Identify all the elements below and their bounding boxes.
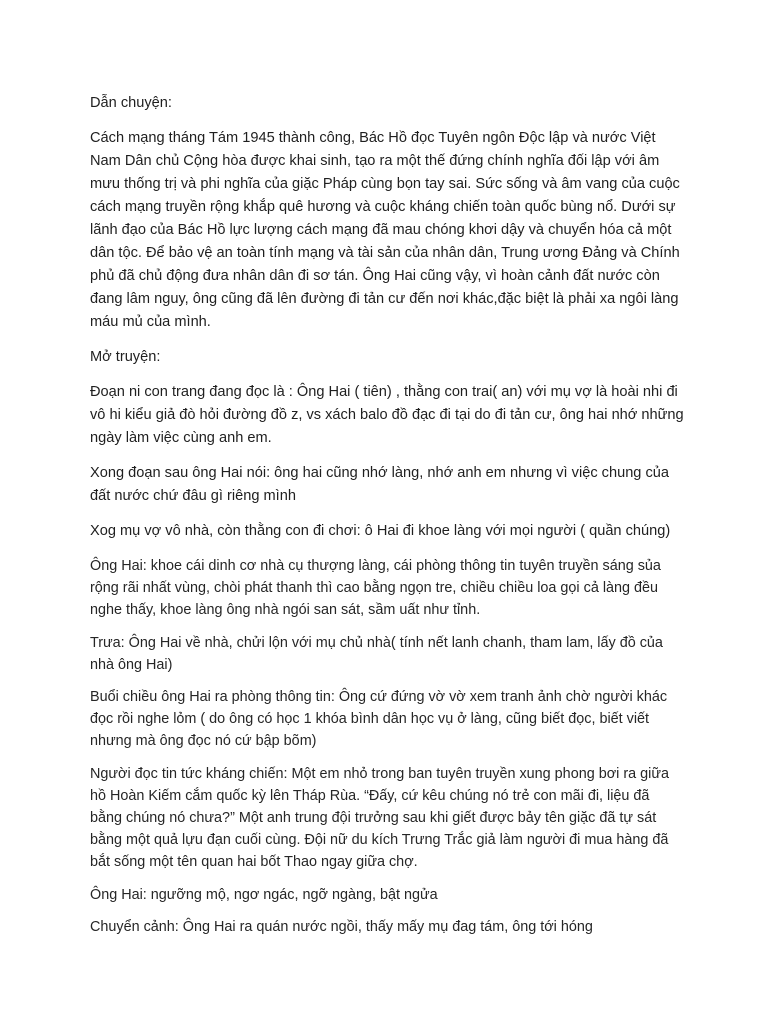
scene-paragraph-2: Trưa: Ông Hai về nhà, chửi lộn với mụ chủ nhà( tính nết lanh chanh, tham lam, lấy đồ của nhà ông Hai) (90, 634, 663, 673)
scene-paragraph-6: Chuyển cảnh: Ông Hai ra quán nước ngồi, thấy mấy mụ đag tám, ông tới hóng (90, 918, 593, 935)
document-page (90, 92, 685, 948)
opening-paragraph-2: Xong đoạn sau ông Hai nói: ông hai cũng nhớ làng, nhớ anh em nhưng vì việc chung của đất nước chứ đâu gì riêng mình (90, 465, 670, 504)
scene-paragraph-4: Người đọc tin tức kháng chiến: Một em nhỏ trong ban tuyên truyền xung phong bơi ra giữa hồ Hoàn Kiếm cắm quốc kỳ lên Tháp Rùa. “Đấy, cứ kêu chúng nó trẻ con mãi đi, liệu đã bằng chúng nó chưa?” Một anh trung đội trưởng sau khi giết được bảy tên giặc đã tự sát bằng một quả lựu đạn cuối cùng. Đội nữ du kích Trưng Trắc giả làm người đi mua hàng đã bắt sống một tên quan hai bốt Thao ngay giữa chợ. (90, 765, 669, 871)
opening-heading: Mở truyện: (90, 349, 161, 365)
scene-paragraph-5: Ông Hai: ngưỡng mộ, ngơ ngác, ngỡ ngàng, bật ngửa (90, 886, 438, 903)
opening-paragraph-1: Đoạn ni con trang đang đọc là : Ông Hai ( tiên) , thằng con trai( an) với mụ vợ là hoài nhi đi vô hi kiểu giả đò hỏi đường đồ z, vs xách balo đồ đạc đi tại do đi tản cư, ông hai nhớ những ngày làm việc cùng anh em. (90, 384, 684, 446)
intro-heading: Dẫn chuyện: (90, 95, 172, 111)
scene-paragraph-1: Ông Hai: khoe cái dinh cơ nhà cụ thượng làng, cái phòng thông tin tuyên truyền sáng sủa rộng rãi nhất vùng, chòi phát thanh thì cao bằng ngọn tre, chiều chiều loa gọi cả làng đều nghe thấy, khoe làng ông nhà ngói san sát, sầm uất như tỉnh. (90, 558, 661, 619)
intro-paragraph: Cách mạng tháng Tám 1945 thành công, Bác Hồ đọc Tuyên ngôn Độc lập và nước Việt Nam Dân chủ Cộng hòa được khai sinh, tạo ra một thế đứng chính nghĩa đối lập với âm mưu thống trị và phi nghĩa của giặc Pháp cùng bọn tay sai. Sức sống và âm vang của cuộc cách mạng truyền rộng khắp quê hương và cuộc kháng chiến toàn quốc bùng nổ. Dưới sự lãnh đạo của Bác Hồ lực lượng cách mạng đã mau chóng khơi dậy và chuyển hóa cả một dân tộc. Để bảo vệ an toàn tính mạng và tài sản của nhân dân, Trung ương Đảng và Chính phủ đã chủ động đưa nhân dân đi sơ tán. Ông Hai cũng vậy, vì hoàn cảnh đất nước còn đang lâm nguy, ông cũng đã lên đường đi tản cư đến nơi khác,đặc biệt là phải xa ngôi làng máu mủ của mình. (90, 130, 680, 330)
scene-paragraph-3: Buổi chiều ông Hai ra phòng thông tin: Ông cứ đứng vờ vờ xem tranh ảnh chờ người khác đọc rồi nghe lỏm ( do ông có học 1 khóa bình dân học vụ ở làng, cũng biết đọc, biết viết nhưng mà ông đọc nó cứ bập bõm) (90, 689, 668, 750)
opening-paragraph-3: Xog mụ vợ vô nhà, còn thằng con đi chơi: ô Hai đi khoe làng với mọi người ( quần chúng) (90, 523, 671, 539)
